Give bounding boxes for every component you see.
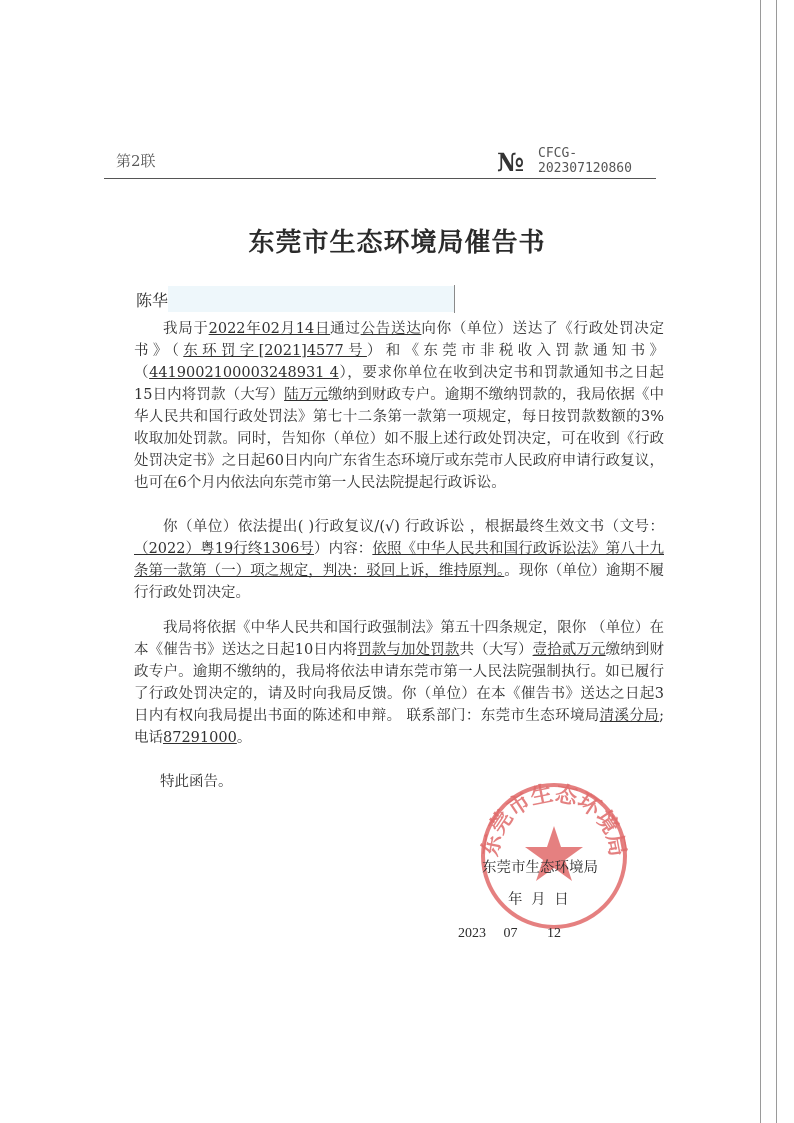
contact-branch: 清溪分局: [599, 708, 660, 724]
signature-month: 07: [503, 926, 518, 941]
page-edge-line-1: [760, 0, 761, 1123]
notice-date: 2022年02月14日: [208, 321, 331, 337]
signature-year: 2023: [458, 926, 486, 941]
paragraph-notice: 我局于2022年02月14日通过公告送达向你（单位）送达了《行政处罚决定书》（东环罚字[2021]4577号）和《东莞市非税收入罚款通知书》（4419002100003248931 4），要求你单位在收到决定书和罚款通知书之日起15日内将罚款（大写）陆万元缴纳到财政专户。逾期不缴纳罚款的，我局依据《中华人民共和国行政处罚法》第七十二条第一款第一项规定，每日按罚款数额的3%收取加处罚款。同时，告知你（单位）如不服上述行政处罚决定，可在收到《行政处罚决定书》之日起60日内向广东省生态环境厅或东莞市人民政府申请行政复议，也可在6个月内依法向东莞市第一人民法院提起行政诉讼。: [134, 321, 665, 491]
delivery-method: 公告送达: [360, 321, 422, 337]
contact-phone: 87291000: [163, 730, 237, 746]
signature-date: [458, 926, 561, 942]
signature-day: 12: [547, 926, 561, 941]
document-title: 东莞市生态环境局催告书: [248, 228, 546, 258]
page-edge-line-2: [776, 0, 777, 1123]
number-mark: №: [497, 148, 526, 177]
header-rule: [104, 178, 656, 179]
case-number: （2022）粤19行终1306号: [134, 541, 315, 557]
payment-items: 罚款与加处罚款: [357, 642, 460, 658]
redaction-edge: [454, 285, 455, 313]
decision-doc-number: 东环罚字[2021]4577号: [183, 343, 367, 359]
paragraph-litigation: 你（单位）依法提出( )行政复议/(√) 行政诉讼 ，根据最终生效文书（文号：（2022）粤19行终1306号）内容：依照《中华人民共和国行政诉讼法》第八十九条第一款第（一）项之规定，判决：驳回上诉，维持原判。。现你（单位）逾期不履行行政处罚决定。: [134, 519, 665, 601]
fine-notice-number: 4419002100003248931 4: [149, 365, 339, 381]
redacted-area: [168, 286, 454, 312]
court-ruling: 依照《中华人民共和国行政诉讼法》第八十九条第一款第（一）项之规定，判决：驳回上诉，维持原判。: [134, 541, 664, 579]
serial-number: CFCG-202307120860: [538, 146, 632, 176]
total-amount: 壹拾贰万元: [532, 642, 606, 658]
paragraph-enforcement: 我局将依据《中华人民共和国行政强制法》第五十四条规定，限你 （单位）在本《催告书》送达之日起10日内将罚款与加处罚款共（大写）壹拾贰万元缴纳到财政专户。逾期不缴纳的，我局将依法申请东莞市第一人民法院强制执行。如已履行了行政处罚决定的，请及时向我局反馈。你（单位）在本《催告书》送达之日起3日内有权向我局提出书面的陈述和申辩。 联系部门：东莞市生态环境局清溪分局;电话87291000。: [134, 620, 665, 746]
addressee-name: 陈华: [136, 291, 169, 310]
form-header: [104, 146, 656, 180]
signature-date-label: 年 月 日: [508, 892, 571, 908]
signing-organization: 东莞市生态环境局: [482, 860, 598, 876]
fine-amount: 陆万元: [284, 387, 328, 403]
copy-label: 第2联: [116, 152, 156, 170]
seal-text: 东莞市生态环境局: [478, 781, 630, 859]
closing-line: 特此函告。: [160, 774, 233, 790]
